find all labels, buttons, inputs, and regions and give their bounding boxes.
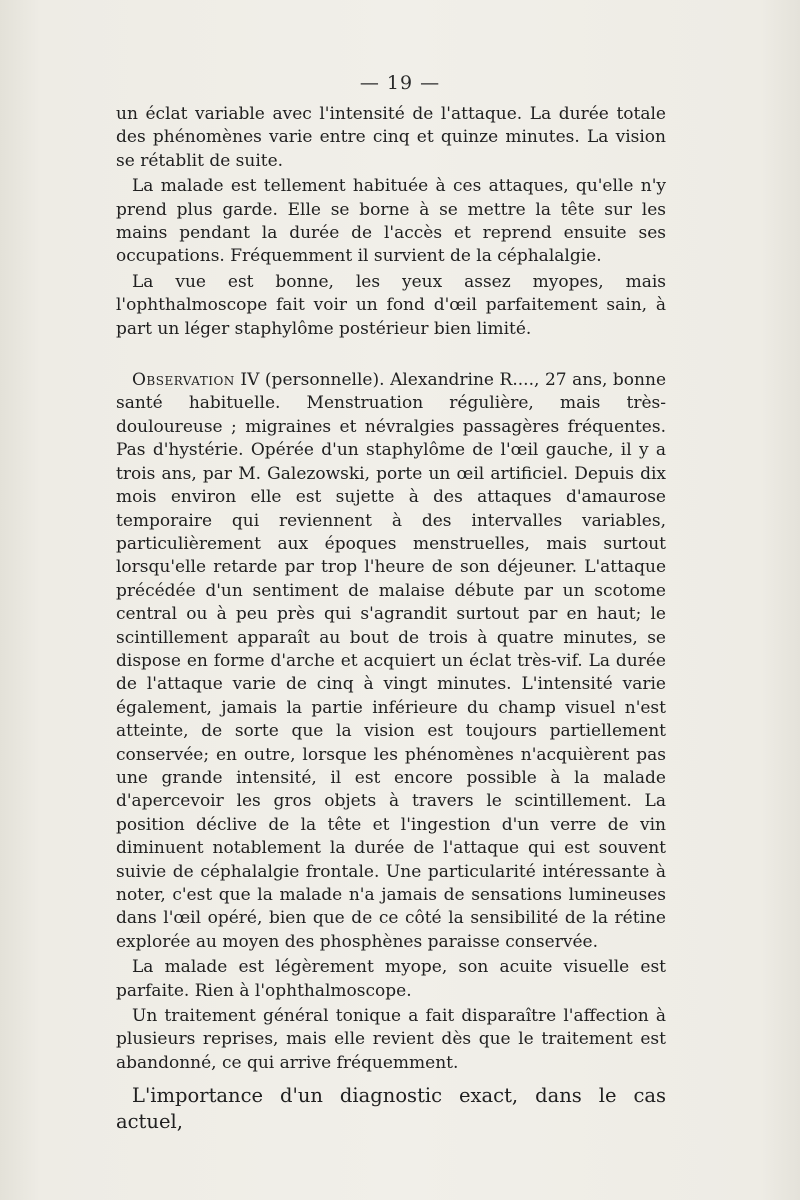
observation-label: Observation (132, 370, 235, 391)
paragraph-observation-iv (116, 369, 666, 954)
paragraph-treatment: Un traitement général tonique a fait disparaître l'affection à plusieurs reprises, mais elle revient dès que le traitement est abandonné, ce qui arrive fréquemment. (116, 1006, 666, 1073)
paragraph-continuation: un éclat variable avec l'intensité de l'attaque. La durée totale des phénomènes varie entre cinq et quinze minutes. La vision se rétablit de suite. (116, 104, 666, 171)
paragraph-vision-exam: La vue est bonne, les yeux assez myopes, mais l'ophthalmoscope fait voir un fond d'œil parfaitement sain, à part un léger staphylôme postérieur bien limité. (116, 271, 666, 339)
page-number: — 19 — (359, 72, 441, 94)
observation-text: IV (personnelle). Alexandrine R...., 27 ans, bonne santé habituelle. Menstruation régulière, mais très-douloureuse ; migraines et névralgies passagères fréquentes. Pas d'hystérie. Opérée d'un staphylôme de l'œil gauche, il y a trois ans, par M. Galezowski, porte un œil artificiel. Depuis dix mois environ elle est sujette à des attaques d'amaurose temporaire qui reviennent à des intervalles variables, particulièrement aux époques menstruelles, mais surtout lorsqu'elle retarde par trop l'heure de son déjeuner. L'attaque précédée d'un sentiment de malaise débute par un scotome central ou à peu près qui s'agrandit surtout par en haut; le scintillement apparaît au bout de trois à quatre minutes, se dispose en forme d'arche et acquiert un éclat très-vif. La durée de l'attaque varie de cinq à vingt minutes. L'intensité varie également, jamais la partie inférieure du champ visuel n'est atteinte, de sorte que la vision est toujours partiellement conservée; en outre, lorsque les phénomènes n'acquièrent pas une grande intensité, il est encore possible à la malade d'apercevoir les gros objets à travers le scintillement. La position déclive de la tête et l'ingestion d'un verre de vin diminuent notablement la durée de l'attaque qui est souvent suivie de céphalalgie frontale. Une particularité intéressante à noter, c'est que la malade n'a jamais de sensations lumineuses dans l'œil opéré, bien que de ce côté la sensibilité de la rétine explorée au moyen des phosphènes paraisse conservée. (116, 370, 666, 952)
body-text (116, 103, 666, 1135)
paragraph-myopia: La malade est légèrement myope, son acuite visuelle est parfaite. Rien à l'ophthalmoscope. (116, 957, 666, 1001)
paragraph-diagnosis: L'importance d'un diagnostic exact, dans le cas actuel, (116, 1084, 666, 1134)
paragraph-habituation: La malade est tellement habituée à ces attaques, qu'elle n'y prend plus garde. Elle se borne à se mettre la tête sur les mains pendant la durée de l'accès et reprend ensuite ses occupations. Fréquemment il survient de la céphalalgie. (116, 176, 666, 267)
